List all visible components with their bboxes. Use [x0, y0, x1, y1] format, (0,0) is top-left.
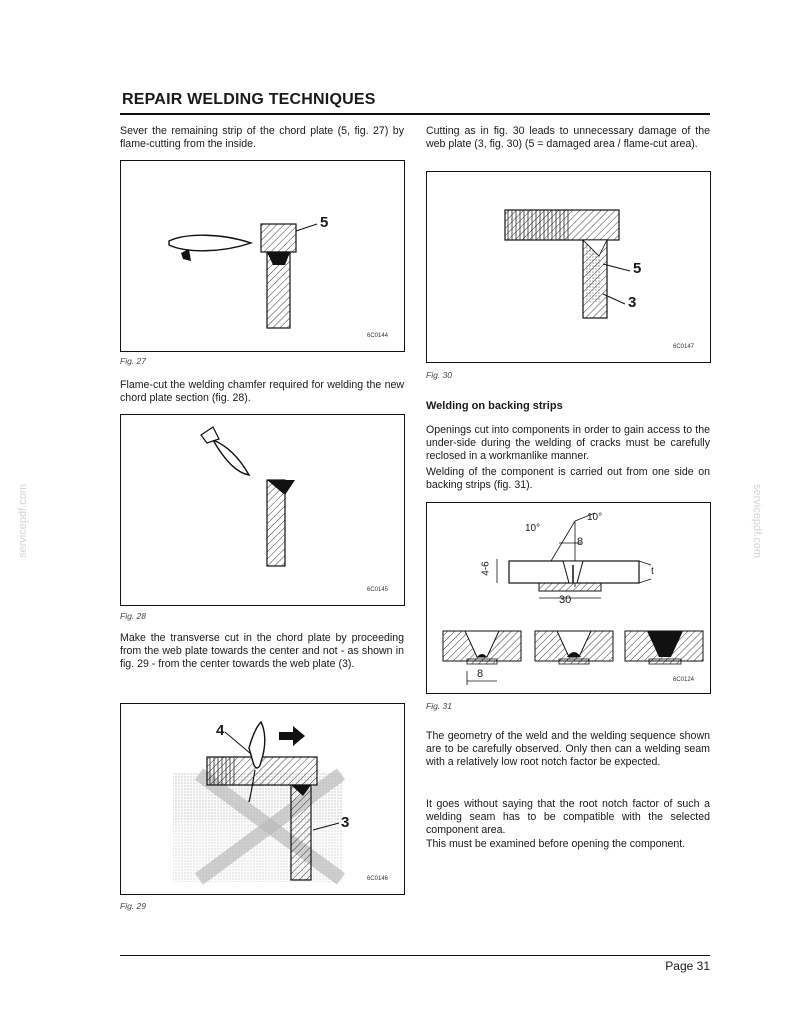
page-title: REPAIR WELDING TECHNIQUES [122, 91, 376, 108]
right-paragraph-6: This must be examined before opening the component. [426, 838, 686, 850]
left-paragraph-3: Make the transverse cut in the chord plate by proceeding from the web plate towards the center and not - as shown in fig. 29 - from the center towards the web plate (3). [120, 632, 404, 670]
figure-31-angle-right: 10° [587, 512, 603, 523]
figure-31-t-dimension: t [651, 566, 654, 577]
figure-29-drawing [121, 704, 404, 894]
figure-30-callout-3: 3 [628, 294, 637, 311]
figure-28-code: 6C0145 [367, 587, 389, 593]
right-paragraph-1: Cutting as in fig. 30 leads to unnecessary damage of the web plate (3, fig. 30) (5 = damaged area / flame-cut area). [426, 125, 710, 150]
figure-30-drawing [427, 172, 710, 362]
figure-28-drawing [121, 415, 404, 605]
figure-30-caption: Fig. 30 [426, 370, 452, 380]
left-paragraph-2: Flame-cut the welding chamfer required for welding the new chord plate section (fig. 28). [120, 379, 404, 404]
figure-27-code: 6C0144 [367, 333, 389, 339]
figure-31 [426, 502, 711, 694]
right-paragraph-2: Openings cut into components in order to gain access to the under-side during the welding of cracks must be carefully reclosed in a workmanlike manner. [426, 424, 710, 462]
figure-30-code: 6C0147 [673, 344, 695, 350]
figure-31-caption: Fig. 31 [426, 701, 452, 711]
figure-28-caption: Fig. 28 [120, 611, 146, 621]
figure-31-strip-dimension: 30 [559, 594, 572, 606]
figure-31-code: 6C0124 [673, 677, 695, 683]
section-heading: Welding on backing strips [426, 400, 563, 412]
figure-29-code: 6C0146 [367, 876, 389, 882]
figure-27-callout-5: 5 [320, 214, 329, 231]
figure-27-drawing [121, 161, 404, 351]
header-rule [120, 113, 710, 115]
figure-31-bottom-dimension: 8 [477, 668, 484, 680]
right-paragraph-4: The geometry of the weld and the welding sequence shown are to be carefully observed. Only then can a welding seam with a relatively low root notch factor be expected. [426, 730, 710, 768]
figure-31-angle-left: 10° [525, 523, 541, 534]
figure-30-callout-5: 5 [633, 260, 642, 277]
figure-27-caption: Fig. 27 [120, 356, 146, 366]
page-number: Page 31 [665, 959, 710, 973]
watermark-left: servicepdf.com [16, 484, 29, 558]
right-paragraph-5: It goes without saying that the root notch factor of such a welding seam has to be compatible with the selected component area. [426, 798, 710, 836]
figure-30 [426, 171, 711, 363]
figure-31-thickness-dimension: 4-6 [480, 561, 492, 576]
right-paragraph-3: Welding of the component is carried out from one side on backing strips (fig. 31). [426, 466, 710, 491]
watermark-right: servicepdf.com [750, 484, 763, 558]
figure-28 [120, 414, 405, 606]
figure-27 [120, 160, 405, 352]
figure-31-gap-dimension: 8 [577, 536, 584, 548]
figure-29-callout-4: 4 [216, 722, 225, 739]
figure-29-callout-3: 3 [341, 814, 350, 831]
footer-rule [120, 955, 710, 956]
left-paragraph-1: Sever the remaining strip of the chord plate (5, fig. 27) by flame-cutting from the inside. [120, 125, 404, 150]
figure-29 [120, 703, 405, 895]
figure-29-caption: Fig. 29 [120, 901, 146, 911]
